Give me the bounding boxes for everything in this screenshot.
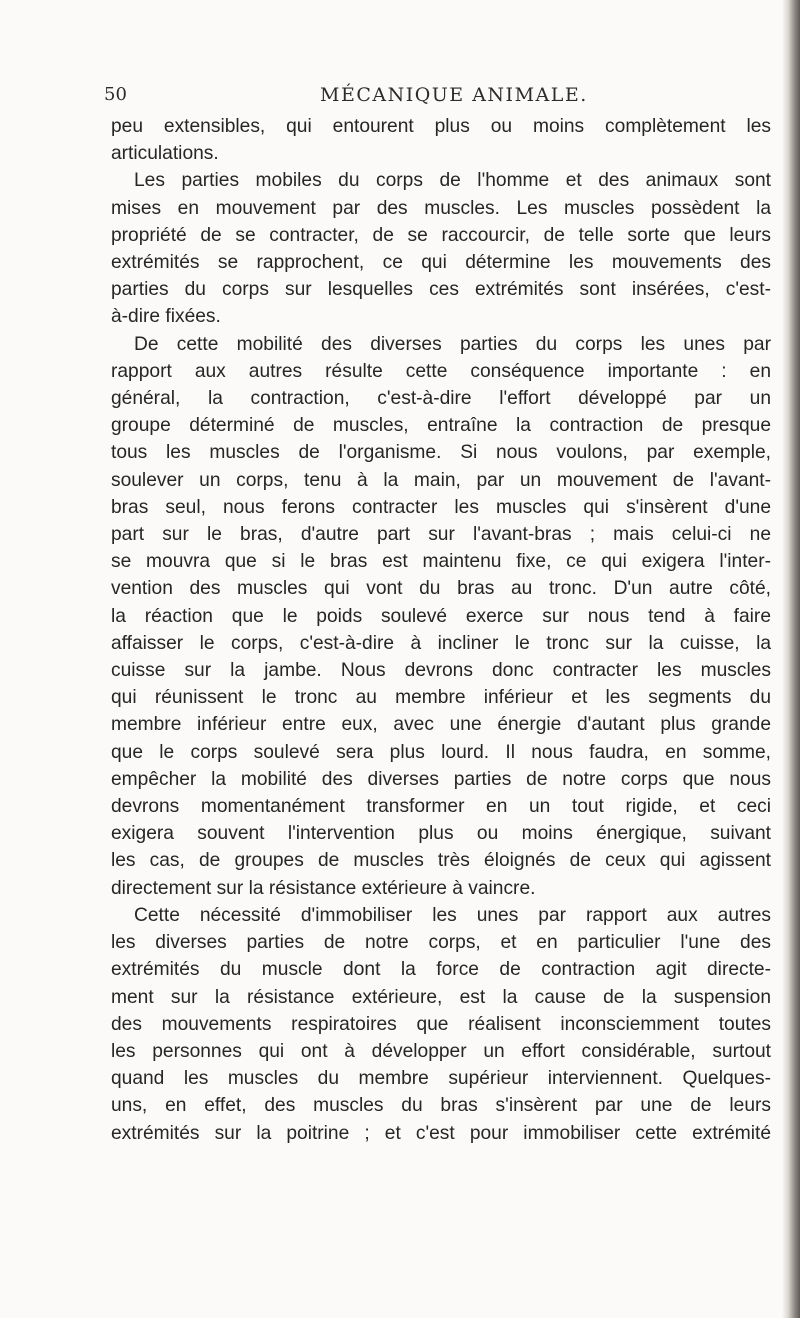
body-text [111, 113, 771, 1147]
running-title: MÉCANIQUE ANIMALE. [320, 84, 588, 106]
text-line: ment sur la résistance extérieure, est la cause de la suspension [111, 986, 771, 1008]
paragraph-start-line: Les parties mobiles du corps de l'homme et des animaux sont [134, 170, 771, 192]
text-line: les cas, de groupes de muscles très éloignés de ceux qui agissent [111, 850, 771, 872]
text-line: qui réunissent le tronc au membre inférieur et les segments du [111, 687, 771, 709]
text-line: général, la contraction, c'est-à-dire l'effort développé par un [111, 388, 771, 410]
text-line: parties du corps sur lesquelles ces extrémités sont insérées, c'est- [111, 279, 771, 301]
text-line: directement sur la résistance extérieure à vaincre. [111, 877, 536, 899]
text-line: tous les muscles de l'organisme. Si nous voulons, par exemple, [111, 442, 771, 464]
text-line: part sur le bras, d'autre part sur l'avant-bras ; mais celui-ci ne [111, 524, 771, 546]
page-number: 50 [104, 84, 127, 105]
text-line: cuisse sur la jambe. Nous devrons donc contracter les muscles [111, 660, 771, 682]
text-line: articulations. [111, 143, 219, 165]
page-edge-shadow [782, 0, 800, 1318]
paragraph-start-line: Cette nécessité d'immobiliser les unes par rapport aux autres [134, 904, 771, 926]
text-line: groupe déterminé de muscles, entraîne la contraction de presque [111, 415, 771, 437]
text-line: rapport aux autres résulte cette conséquence importante : en [111, 360, 771, 382]
text-line: empêcher la mobilité des diverses parties de notre corps que nous [111, 768, 771, 790]
text-line: uns, en effet, des muscles du bras s'insèrent par une de leurs [111, 1095, 771, 1117]
text-line: membre inférieur entre eux, avec une énergie d'autant plus grande [111, 714, 771, 736]
text-line: soulever un corps, tenu à la main, par un mouvement de l'avant- [111, 469, 771, 491]
text-line: les diverses parties de notre corps, et en particulier l'une des [111, 932, 771, 954]
text-line: mises en mouvement par des muscles. Les muscles possèdent la [111, 197, 771, 219]
text-line: que le corps soulevé sera plus lourd. Il nous faudra, en somme, [111, 741, 771, 763]
text-line: extrémités sur la poitrine ; et c'est pour immobiliser cette extrémité [111, 1122, 771, 1144]
text-line: vention des muscles qui vont du bras au tronc. D'un autre côté, [111, 578, 771, 600]
text-line: exigera souvent l'intervention plus ou moins énergique, suivant [111, 823, 771, 845]
text-line: extrémités se rapprochent, ce qui détermine les mouvements des [111, 252, 771, 274]
text-line: les personnes qui ont à développer un effort considérable, surtout [111, 1040, 771, 1062]
text-line: bras seul, nous ferons contracter les muscles qui s'insèrent d'une [111, 496, 771, 518]
text-line: quand les muscles du membre supérieur interviennent. Quelques- [111, 1068, 771, 1090]
text-line: la réaction que le poids soulevé exerce sur nous tend à faire [111, 605, 771, 627]
text-line: à-dire fixées. [111, 306, 221, 328]
paragraph-start-line: De cette mobilité des diverses parties du corps les unes par [134, 333, 771, 355]
text-line: affaisser le corps, c'est-à-dire à incliner le tronc sur la cuisse, la [111, 632, 771, 654]
text-line: peu extensibles, qui entourent plus ou moins complètement les [111, 116, 771, 137]
running-head [104, 84, 774, 112]
text-line: propriété de se contracter, de se raccourcir, de telle sorte que leurs [111, 224, 771, 246]
text-line: extrémités du muscle dont la force de contraction agit directe- [111, 959, 771, 981]
text-line: se mouvra que si le bras est maintenu fixe, ce qui exigera l'inter- [111, 551, 771, 573]
text-line: des mouvements respiratoires que réalisent inconsciemment toutes [111, 1013, 771, 1035]
text-line: devrons momentanément transformer en un tout rigide, et ceci [111, 796, 771, 818]
